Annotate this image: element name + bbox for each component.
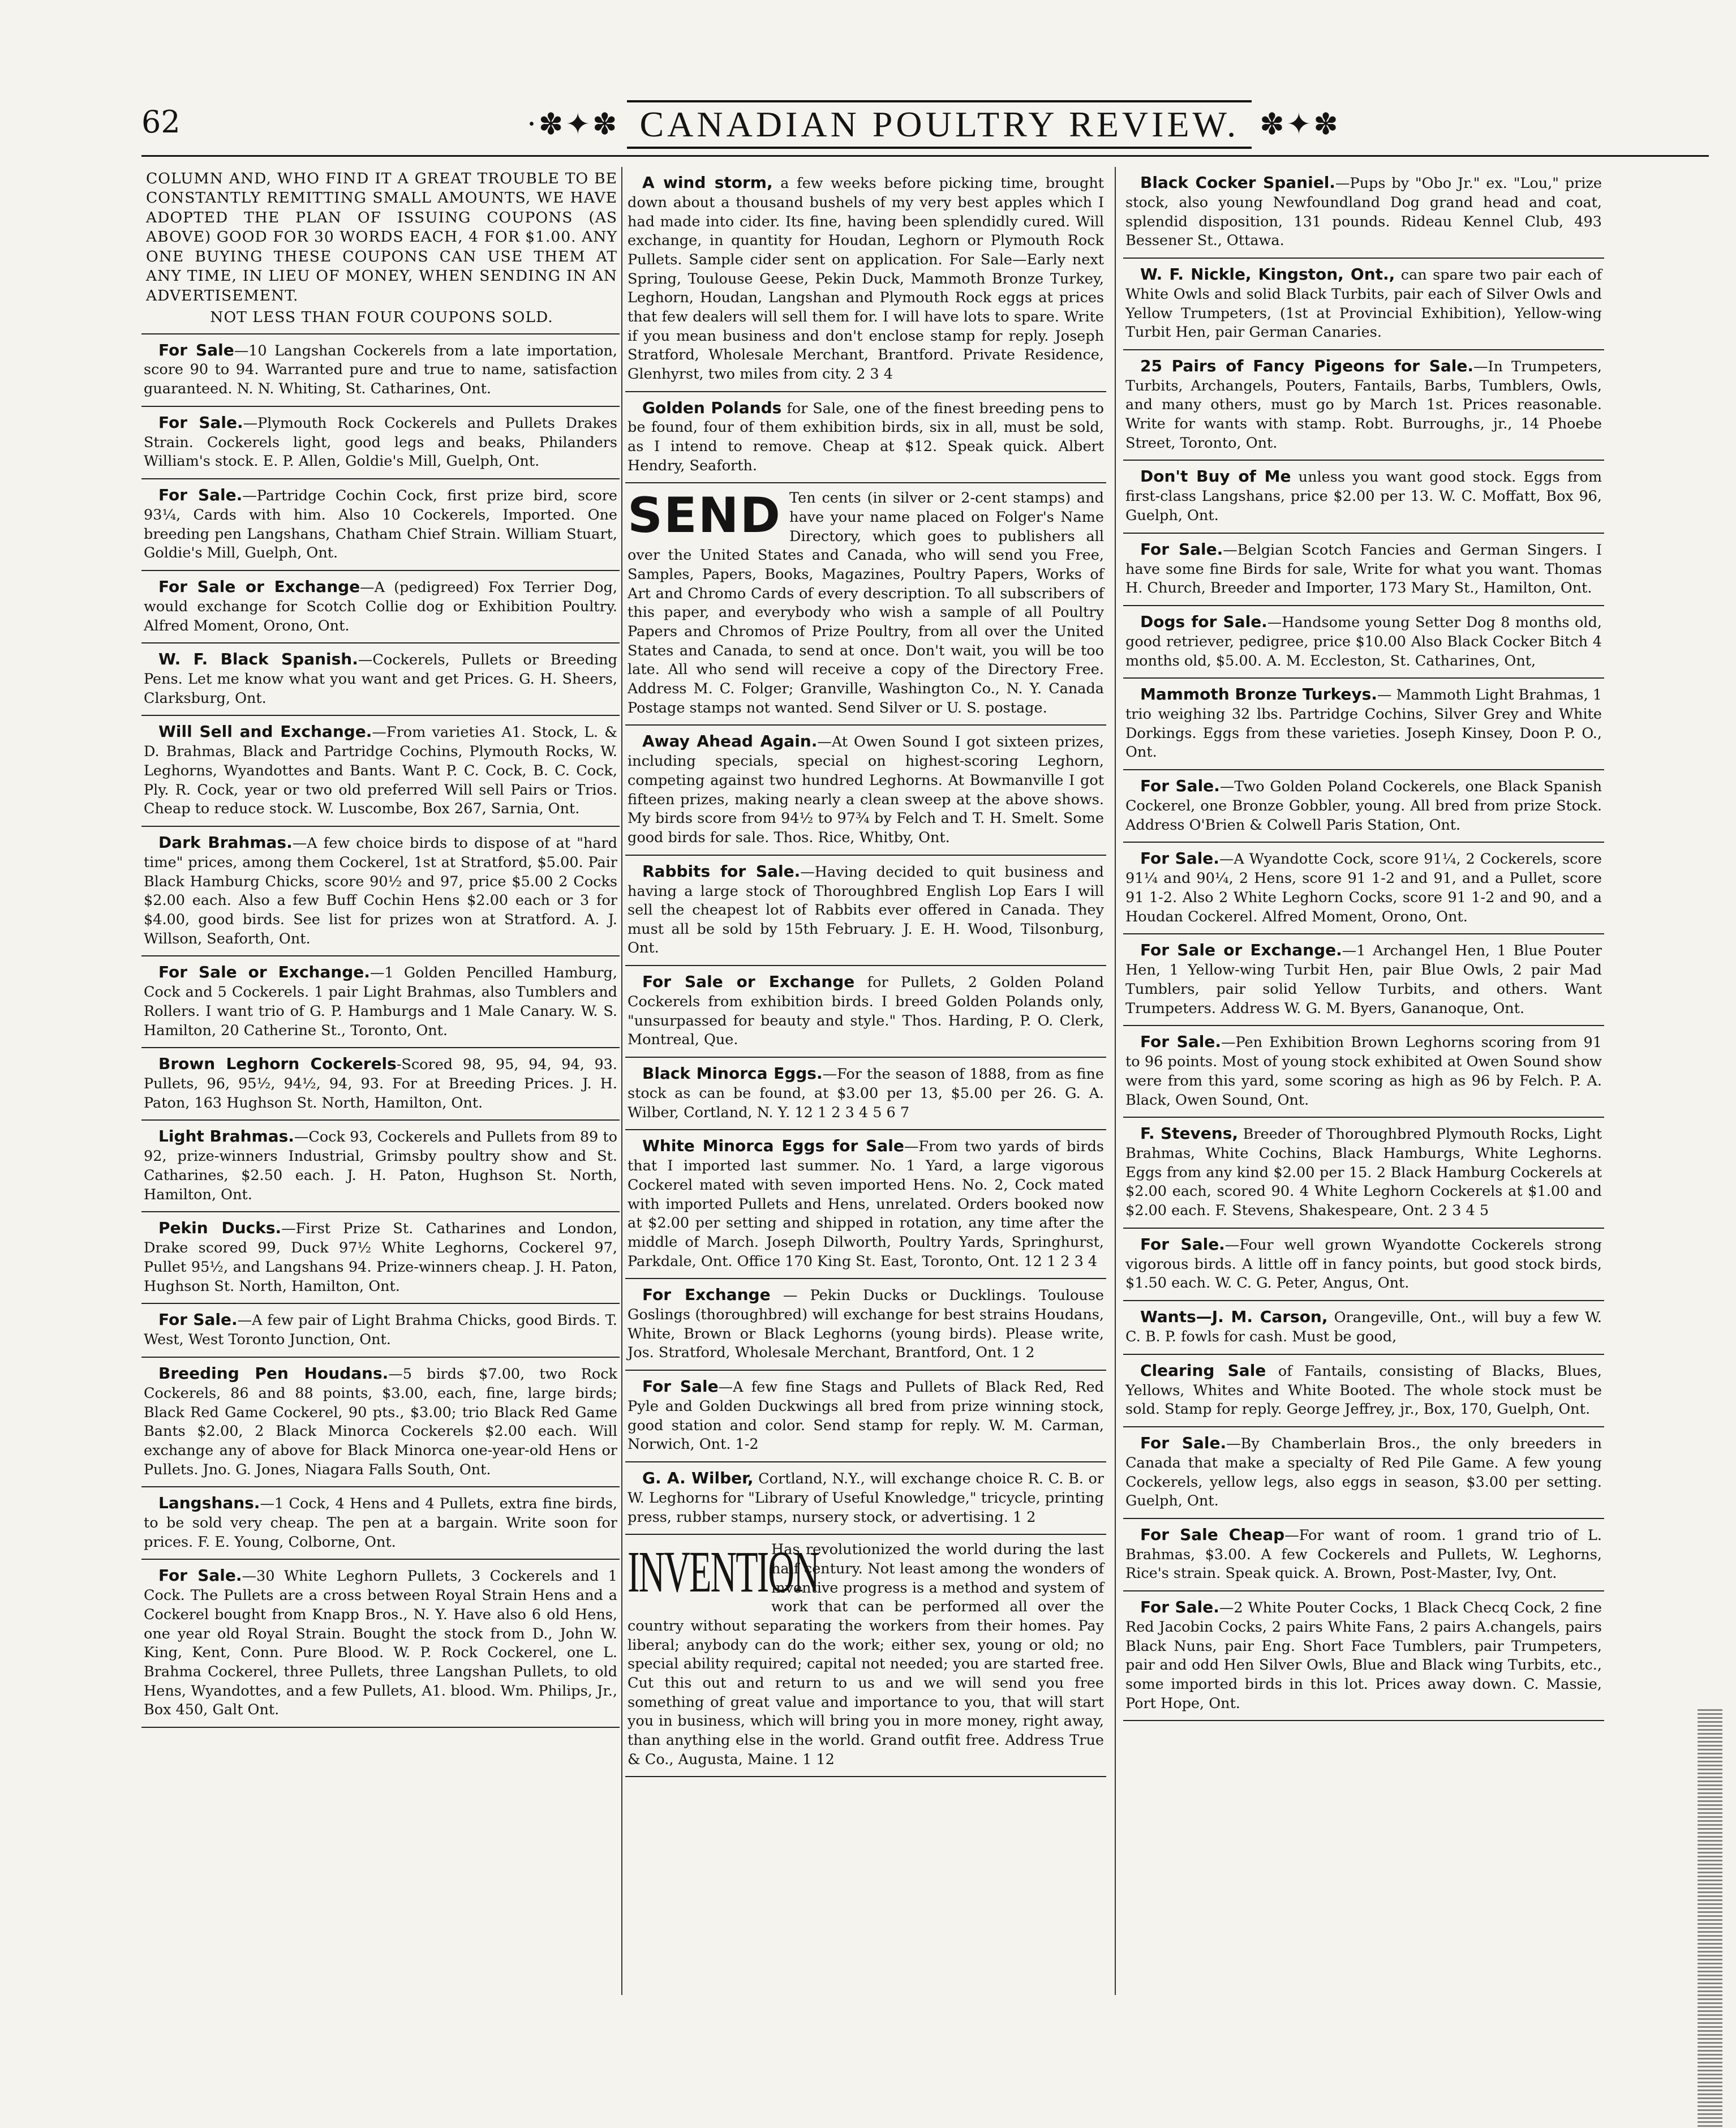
- ad-body: Orangeville, Ont., will buy a few W. C. B. P. fowls for cash. Must be good,: [1125, 1309, 1602, 1345]
- classified-ad: [141, 407, 620, 479]
- ad-body: —1 Archangel Hen, 1 Blue Pouter Hen, 1 Yellow-wing Turbit Hen, pair Blue Owls, 2 pair Mad Tumblers, pair solid Yellow Turbits, and others. Want Trumpeters. Address W. G. M. Byers, Gananoque, Ont.: [1125, 942, 1602, 1017]
- classified-ad: [625, 966, 1106, 1058]
- ad-heading: Don't Buy of Me: [1140, 467, 1291, 486]
- ad-heading: Black Minorca Eggs.: [642, 1064, 823, 1083]
- ad-body: Ten cents (in silver or 2-cent stamps) and have your name placed on Folger's Name Directory, which goes to publishers all over the United States and Canada, who will send you Free, Samples, Papers, Books, Magazines, Poultry Papers, Works of Art and Chromo Cards of every description. To all subscribers of this paper, and everybody who wish a sample of all Poultry Papers and Chromos of Prize Poultry, from all over the United States and Canada, to send at once. Don't wait, you will be too late. All who send will receive a copy of the Directory Free. Address M. C. Folger; Granville, Washington Co., N. Y. Canada Postage stamps not wanted. Send Silver or U. S. postage.: [628, 490, 1104, 717]
- ad-body: for Sale, one of the finest breeding pens to be found, four of them exhibition birds, six in all, must be sold, as I intend to remove. Cheap at $12. Speak quick. Albert Hendry, Seaforth.: [628, 400, 1104, 474]
- ad-body: —Handsome young Setter Dog 8 months old, good retriever, pedigree, price $10.00 Also Black Cocker Bitch 4 months old, $5.00. A. M. Eccleston, St. Catharines, Ont,: [1125, 613, 1602, 670]
- ad-body: —Four well grown Wyandotte Cockerels strong vigorous birds. A little off in fancy points, but good stock birds, $1.50 each. W. C. G. Peter, Angus, Ont.: [1125, 1236, 1602, 1292]
- ad-body: for Pullets, 2 Golden Poland Cockerels from exhibition birds. I breed Golden Polands only, "unsurpassed for beauty and style." Thos. Harding, P. O. Clerk, Montreal, Que.: [628, 974, 1104, 1049]
- ad-body: —30 White Leghorn Pullets, 3 Cockerels and 1 Cock. The Pullets are a cross between Royal Strain Hens and a Cockerel bought from Knapp Bros., N. Y. Have also 6 old Hens, one year old Royal Strain. Bought the stock from D., John W. King, Kent, Conn. Pure Blood. W. P. Rock Cockerel, one L. Brahma Cockerel, three Pullets, three Langshan Pullets, to old Hens, Wyandottes, and a few Pullets, A1. blood. Wm. Philips, Jr., Box 450, Galt Ont.: [144, 1568, 617, 1719]
- ad-heading: Wants—J. M. Carson,: [1140, 1307, 1328, 1327]
- ad-heading: For Sale.: [158, 486, 243, 505]
- ad-body: —Cockerels, Pullets or Breeding Pens. Let me know what you want and get Prices. G. H. Sheers, Clarksburg, Ont.: [144, 651, 617, 707]
- ad-body: —5 birds $7.00, two Rock Cockerels, 86 and 88 points, $3.00, each, fine, large birds; Black Red Game Cockerel, 90 pts., $3.00; trio Black Red Game Bants $2.00, 2 Black Minorca Cockerels $2.00 each. Will exchange any of above for Black Minorca one-year-old Hens or Pullets. Jno. G. Jones, Niagara Falls South, Ont.: [144, 1365, 617, 1478]
- classified-ad: [1123, 1118, 1604, 1229]
- ad-heading: For Sale or Exchange.: [1140, 941, 1342, 960]
- ad-heading: For Sale.: [158, 1566, 242, 1585]
- ad-body: —First Prize St. Catharines and London, Drake scored 99, Duck 97½ White Leghorns, Cockerel 97, Pullet 95½, and Langshans 94. Prize-winners cheap. J. H. Paton, Hughson St. North, Hamilton, Ont.: [144, 1220, 617, 1295]
- classified-ad: [1123, 679, 1604, 770]
- ad-body: —Pen Exhibition Brown Leghorns scoring from 91 to 96 points. Most of young stock exhibited at Owen Sound show were from this yard, some scoring as high as 96 by Felch. P. A. Black, Owen Sound, Ont.: [1125, 1034, 1602, 1109]
- ad-body: —By Chamberlain Bros., the only breeders in Canada that make a specialty of Red Pile Game. A few young Cockerels, yellow legs, also eggs in season, $3.00 per setting. Guelph, Ont.: [1125, 1435, 1602, 1510]
- ad-heading: Golden Polands: [642, 398, 782, 417]
- coupon-minimum: NOT LESS THAN FOUR COUPONS SOLD.: [210, 308, 553, 327]
- classified-ad: [1123, 167, 1604, 259]
- ad-heading: Light Brahmas.: [158, 1127, 294, 1146]
- ad-heading: For Sale or Exchange: [158, 577, 360, 596]
- ad-body: —A (pedigreed) Fox Terrier Dog, would exchange for Scotch Collie dog or Exhibition Poultry. Alfred Moment, Orono, Ont.: [144, 578, 617, 634]
- ad-heading: 25 Pairs of Fancy Pigeons for Sale.: [1140, 356, 1473, 375]
- ad-heading: Breeding Pen Houdans.: [158, 1363, 389, 1383]
- header-rule: [141, 155, 1709, 157]
- page-header: [141, 96, 1709, 158]
- ad-body: —Plymouth Rock Cockerels and Pullets Drakes Strain. Cockerels light, good legs and beaks, Philanders William's stock. E. P. Allen, Goldie's Mill, Guelph, Ont.: [144, 414, 617, 470]
- ad-body: —A few pair of Light Brahma Chicks, good Birds. T. West, West Toronto Junction, Ont.: [144, 1312, 617, 1349]
- scan-edge-artifact: [1698, 1709, 1722, 2128]
- ad-body: —For the season of 1888, from as fine stock as can be found, at $3.00 per 13, $5.00 per 26. G. A. Wilber, Cortland, N. Y. 12 1 2 3 4 5 6 7: [628, 1066, 1104, 1121]
- classified-ad: [625, 1279, 1106, 1371]
- classified-ad: [625, 392, 1106, 484]
- coupon-notice: [141, 167, 620, 334]
- ad-body: —In Trumpeters, Turbits, Archangels, Pouters, Fantails, Barbs, Tumblers, Owls, and many others, must go by March 1st. Prices reasonable. Write for wants with stamp. Robt. Burroughs, jr., 14 Phoebe Street, Toronto, Ont.: [1125, 358, 1602, 452]
- publication-title: CANADIAN POULTRY REVIEW.: [627, 100, 1252, 149]
- ad-body: Breeder of Thoroughbred Plymouth Rocks, Light Brahmas, White Cochins, Black Hamburgs, White Leghorns. Eggs from any kind $2.00 per 15. 2 Black Hamburg Cockerels at $2.00 each, scored 90. 4 White Leghorn Cockerels at $1.00 and $2.00 each. F. Stevens, Shakespeare, Ont. 2 3 4 5: [1125, 1126, 1602, 1220]
- ad-heading: F. Stevens,: [1140, 1124, 1239, 1143]
- ad-heading: For Sale or Exchange: [642, 972, 855, 992]
- ad-body: Has revolutionized the world during the last half century. Not least among the wonders of inventive progress is a method and system of work that can be performed all over the country without separating the workers from their homes. Pay liberal; anybody can do the work; either sex, young or old; no special ability required; capital not needed; you are started free. Cut this out and return to us and we will send you free something of great value and importance to you, that will start you in business, which will bring you in more money, right away, than anything else in the world. Grand outfit free. Address True & Co., Augusta, Maine. 1 12: [628, 1541, 1104, 1768]
- classified-ad: [625, 1058, 1106, 1130]
- classified-ad: [1123, 934, 1604, 1026]
- classified-ad: [625, 1462, 1106, 1535]
- ad-body: —A few fine Stags and Pullets of Black Red, Red Pyle and Golden Duckwings all bred from prize winning stock, good station and color. Send stamp for reply. W. M. Carman, Norwich, Ont. 1-2: [628, 1379, 1104, 1453]
- ad-body: -Scored 98, 95, 94, 94, 93. Pullets, 96, 95½, 94½, 94, 93. For at Breeding Prices. J. H. Paton, 163 Hughson St. North, Hamilton, Ont.: [144, 1056, 617, 1112]
- classified-ad: [141, 1048, 620, 1121]
- ad-heading: For Sale.: [1140, 849, 1219, 868]
- ad-body: of Fantails, consisting of Blacks, Blues, Yellows, Whites and White Booted. The whole stock must be sold. Stamp for reply. George Jeffrey, jr., Box, 170, Guelph, Ont.: [1125, 1362, 1602, 1418]
- invention-ad: [625, 1535, 1106, 1777]
- ad-heading: For Sale: [158, 340, 234, 359]
- ad-heading: Will Sell and Exchange.: [158, 722, 372, 741]
- classified-ad: [625, 1371, 1106, 1462]
- classified-ad: [1123, 843, 1604, 934]
- classified-ad: [141, 643, 620, 716]
- ad-heading: White Minorca Eggs for Sale: [642, 1136, 904, 1156]
- ad-heading: For Exchange: [642, 1285, 771, 1305]
- ad-body: —Belgian Scotch Fancies and German Singers. I have some fine Birds for sale, Write for what you want. Thomas H. Church, Breeder and Importer, 173 Mary St., Hamilton, Ont.: [1125, 541, 1602, 597]
- ad-heading: Dark Brahmas.: [158, 833, 293, 852]
- ad-heading: Mammoth Bronze Turkeys.: [1140, 685, 1377, 704]
- column-right: [1123, 167, 1604, 2006]
- ad-heading: For Sale.: [1140, 776, 1220, 796]
- classified-ad: [141, 956, 620, 1048]
- ad-body: —10 Langshan Cockerels from a late importation, score 90 to 94. Warranted pure and true to name, satisfaction guaranteed. N. N. Whiting, St. Catharines, Ont.: [144, 342, 617, 398]
- classified-ad: [141, 479, 620, 571]
- ad-body: —Pups by "Obo Jr." ex. "Lou," prize stock, also young Newfoundland Dog grand head and coat, splendid disposition, 131 pounds. Rideau Kennel Club, 493 Bessener St., Ottawa.: [1125, 175, 1602, 250]
- send-headline: SEND: [628, 487, 782, 544]
- classified-ad: [1123, 1427, 1604, 1519]
- ad-heading: A wind storm,: [642, 173, 773, 192]
- ad-body: unless you want good stock. Eggs from first-class Langshans, price $2.00 per 13. W. C. Moffatt, Box 96, Guelph, Ont.: [1125, 469, 1602, 525]
- coupon-notice-text: COLUMN AND, WHO FIND IT A GREAT TROUBLE TO BE CONSTANTLY REMITTING SMALL AMOUNTS, WE HAVE ADOPTED THE PLAN OF ISSUING COUPONS (AS ABOVE) GOOD FOR 30 WORDS EACH, 4 FOR $1.00. ANY ONE BUYING THESE COUPONS CAN USE THEM AT ANY TIME, IN LIEU OF MONEY, WHEN SENDING IN AN ADVERTISEMENT.: [146, 170, 617, 304]
- classified-ad: [141, 716, 620, 827]
- ad-heading: For Sale: [642, 1377, 719, 1396]
- masthead: [527, 96, 1340, 153]
- ad-heading: For Sale Cheap: [1140, 1525, 1285, 1544]
- ad-body: —A few choice birds to dispose of at "hard time" prices, among them Cockerel, 1st at Stratford, $5.00. Pair Black Hamburg Chicks, score 90½ and 97, price $5.00 2 Cocks $2.00 each. Also a few Buff Cochin Hens $2.00 each or 3 for $4.00, good birds. See list for prizes won at Stratford. A. J. Willson, Seaforth, Ont.: [144, 835, 617, 947]
- ad-body: —1 Golden Pencilled Hamburg, Cock and 5 Cockerels. 1 pair Light Brahmas, also Tumblers and Rollers. I want trio of G. P. Hamburgs and 1 Male Canary. W. S. Hamilton, 20 Catherine St., Toronto, Ont.: [144, 964, 617, 1039]
- ad-body: —2 White Pouter Cocks, 1 Black Checq Cock, 2 fine Red Jacobin Cocks, 2 pairs White Fans, 2 pairs A.changels, pairs Black Nuns, pair Eng. Short Face Tumblers, pair Trumpeters, pair and odd Hen Silver Owls, Blue and Black wing Turbits, etc., some imported birds in this lot. Prices away down. C. Massie, Port Hope, Ont.: [1125, 1599, 1602, 1712]
- classified-ad: [141, 571, 620, 643]
- classified-ad: [625, 1130, 1106, 1279]
- classified-ad: [141, 1358, 620, 1487]
- ad-heading: For Sale.: [1140, 1598, 1219, 1617]
- column-divider: [621, 167, 622, 1995]
- ad-heading: For Sale.: [1140, 1433, 1227, 1452]
- classified-ad: [141, 827, 620, 956]
- ad-heading: For Sale.: [1140, 539, 1223, 559]
- classified-ad: [625, 726, 1106, 855]
- ad-body: —A Wyandotte Cock, score 91¼, 2 Cockerels, score 91¼ and 90¼, 2 Hens, score 91 1-2 and 91, and a Pullet, score 91 1-2. Also 2 White Leghorn Cocks, score 91 1-2 and 90, and a Houdan Cockerel. Alfred Moment, Orono, Ont.: [1125, 851, 1602, 925]
- ad-heading: Brown Leghorn Cockerels: [158, 1054, 397, 1074]
- ad-body: —Having decided to quit business and having a large stock of Thoroughbred English Lop Ears I will sell the cheapest lot of Rabbits ever offered in Canada. They must all be sold by 15th February. J. E. H. Wood, Tilsonburg, Ont.: [628, 863, 1104, 957]
- page-number: 62: [141, 104, 181, 140]
- ad-body: —1 Cock, 4 Hens and 4 Pullets, extra fine birds, to be sold very cheap. The pen at a bargain. Write soon for prices. F. E. Young, Colborne, Ont.: [144, 1495, 617, 1551]
- ad-heading: For Sale.: [1140, 1234, 1225, 1254]
- classified-ad: [1123, 1519, 1604, 1591]
- send-ad: [625, 483, 1106, 726]
- ad-body: —Cock 93, Cockerels and Pullets from 89 to 92, prize-winners Industrial, Grimsby poultry show and St. Catharines, $2.50 each. J. H. Paton, Hughson St. North, Hamilton, Ont.: [144, 1129, 617, 1203]
- right-ornament-icon: ✽✦✽: [1260, 108, 1340, 141]
- ad-body: can spare two pair each of White Owls and solid Black Turbits, pair each of Silver Owls and Yellow Trumpeters, (1st at Provincial Exhibition), Yellow-wing Turbit Hen, pair German Canaries.: [1125, 266, 1602, 341]
- classified-ad: [141, 1121, 620, 1212]
- classified-ad: [625, 167, 1106, 392]
- ad-body: —For want of room. 1 grand trio of L. Brahmas, $3.00. A few Cockerels and Pullets, W. Leghorns, Rice's strain. Speak quick. A. Brown, Post-Master, Ivy, Ont.: [1125, 1526, 1602, 1582]
- ad-heading: Rabbits for Sale.: [642, 861, 801, 881]
- ad-body: a few weeks before picking time, brought down about a thousand bushels of my very best apples which I had made into cider. Its fine, having been splendidly cured. Will exchange, in quantity for Houdan, Leghorn or Plymouth Rock Pullets. Sample cider sent on application. For Sale—Early next Spring, Toulouse Geese, Pekin Duck, Mammoth Bronze Turkey, Leghorn, Houdan, Langshan and Plymouth Rock eggs at prices that few dealers will sell them for. I will have lots to spare. Write if you mean business and don't enclose stamp for reply. Joseph Stratford, Wholesale Merchant, Brantford. Private Residence, Glenhyrst, two miles from city. 2 3 4: [628, 175, 1105, 383]
- ad-heading: Away Ahead Again.: [642, 732, 818, 751]
- classified-ad: [1123, 606, 1604, 679]
- classified-ad: [141, 1560, 620, 1728]
- classified-ad: [1123, 1229, 1604, 1301]
- ad-heading: For Sale.: [1140, 1032, 1221, 1052]
- classified-ad: [625, 856, 1106, 967]
- classified-ad: [1123, 1591, 1604, 1721]
- ad-body: —From two yards of birds that I imported last summer. No. 1 Yard, a large vigorous Cockerel mated with seven imported Hens. No. 2, Cock mated with imported Pullets and Hens, unrelated. Orders booked now at $2.00 per setting and shipped in rotation, any time after the middle of March. Joseph Dilworth, Poultry Yards, Springhurst, Parkdale, Ont. Office 170 King St. East, Toronto, Ont. 12 1 2 3 4: [628, 1138, 1104, 1270]
- ad-body: —Two Golden Poland Cockerels, one Black Spanish Cockerel, one Bronze Gobbler, young. All bred from prize Stock. Address O'Brien & Colwell Paris Station, Ont.: [1125, 778, 1602, 834]
- classified-ad: [141, 1487, 620, 1560]
- ad-heading: For Sale or Exchange.: [158, 963, 370, 982]
- classified-ad: [1123, 1026, 1604, 1118]
- classified-ad: [141, 334, 620, 407]
- classified-ad: [1123, 1355, 1604, 1427]
- classified-ad: [1123, 350, 1604, 461]
- ad-heading: W. F. Black Spanish.: [158, 650, 358, 669]
- column-left: [141, 167, 620, 2006]
- ad-heading: G. A. Wilber,: [642, 1469, 754, 1488]
- classified-ad: [1123, 461, 1604, 533]
- classified-ad: [1123, 1301, 1604, 1355]
- ad-body: —Partridge Cochin Cock, first prize bird, score 93¼, Cards with him. Also 10 Cockerels, Imported. One breeding pen Langshans, Chatham Chief Strain. William Stuart, Goldie's Mill, Guelph, Ont.: [144, 487, 618, 562]
- classified-ad: [141, 1212, 620, 1304]
- ad-body: Cortland, N.Y., will exchange choice R. C. B. or W. Leghorns for "Library of Useful Knowledge," tricycle, printing press, rubber stamps, nursery stock, or advertising. 1 2: [628, 1470, 1105, 1526]
- ad-body: — Pekin Ducks or Ducklings. Toulouse Goslings (thoroughbred) will exchange for best strains Houdans, White, Brown or Black Leghorns (young birds). Please write, Jos. Stratford, Wholesale Merchant, Brantford, Ont. 1 2: [628, 1287, 1105, 1362]
- ad-heading: Clearing Sale: [1140, 1361, 1266, 1380]
- ad-heading: For Sale.: [158, 1310, 238, 1329]
- classified-ad: [1123, 770, 1604, 843]
- ad-heading: Dogs for Sale.: [1140, 612, 1267, 631]
- left-ornament-icon: ·✽✦✽: [527, 108, 620, 141]
- ad-body: —At Owen Sound I got sixteen prizes, including specials, special on highest-scoring Leghorn, competing against two hundred Leghorns. At Bowmanville I got fifteen prizes, making nearly a clean sweep at the above shows. My birds score from 94½ to 97¾ by Felch and T. H. Smelt. Some good birds for sale. Thos. Rice, Whitby, Ont.: [628, 733, 1104, 846]
- classified-ad: [141, 1304, 620, 1358]
- ad-heading: Pekin Ducks.: [158, 1219, 282, 1238]
- classified-ad: [1123, 534, 1604, 606]
- invention-headline: INVENTION: [628, 1539, 819, 1605]
- ad-heading: W. F. Nickle, Kingston, Ont.,: [1140, 264, 1395, 284]
- ad-body: — Mammoth Light Brahmas, 1 trio weighing 32 lbs. Partridge Cochins, Silver Grey and White Dorkings. Eggs from these varieties. Joseph Kinsey, Doon P. O., Ont.: [1125, 687, 1602, 761]
- ad-heading: Black Cocker Spaniel.: [1140, 173, 1335, 192]
- ad-body: —From varieties A1. Stock, L. & D. Brahmas, Black and Partridge Cochins, Plymouth Rocks, W. Leghorns, Wyandottes and Bants. Want P. C. Cock, B. C. Cock, Ply. R. Cock, year or two old preferred Will sell Pairs or Trios. Cheap to reduce stock. W. Luscombe, Box 267, Sarnia, Ont.: [144, 724, 617, 818]
- column-divider: [1115, 167, 1116, 1995]
- ad-heading: Langshans.: [158, 1494, 260, 1513]
- ad-heading: For Sale.: [158, 413, 243, 432]
- classified-ad: [1123, 259, 1604, 350]
- column-middle: [625, 167, 1106, 2006]
